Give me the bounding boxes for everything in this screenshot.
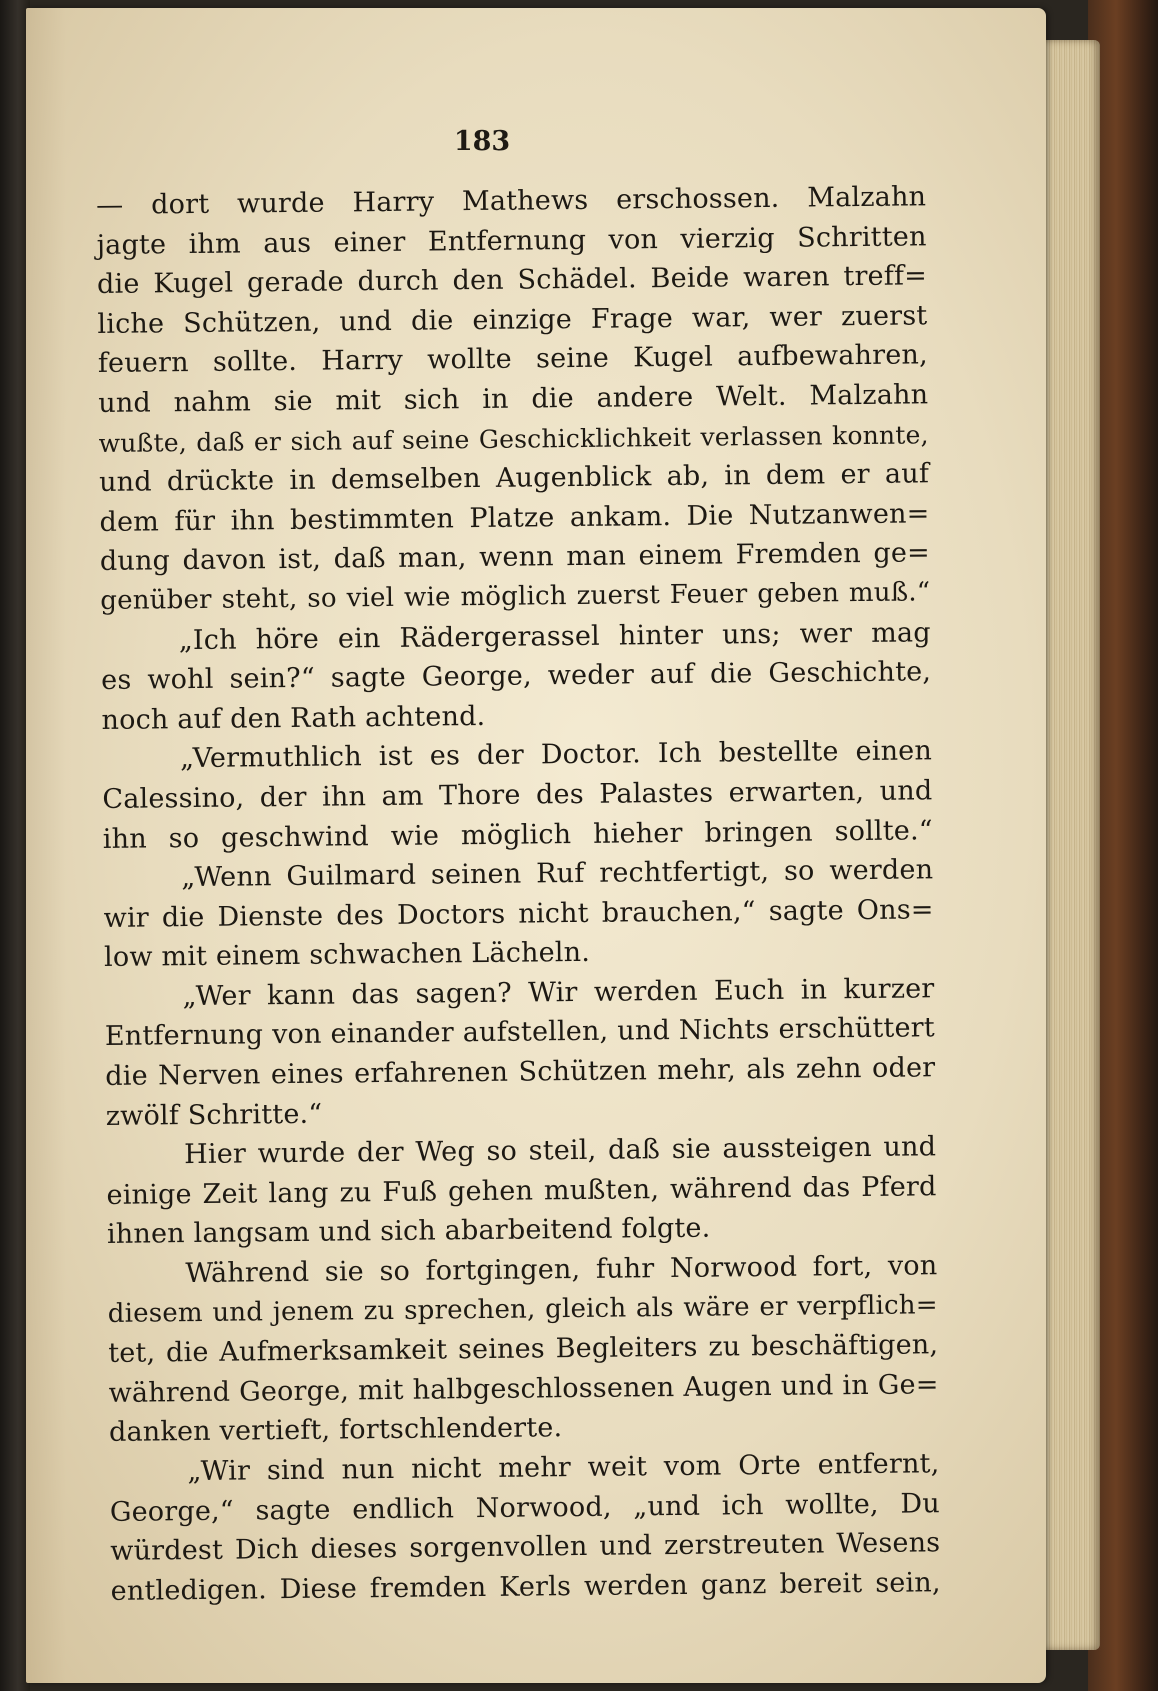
text-line: dung davon ist, daß man, wenn man einem Fremden ge=: [99, 537, 931, 578]
body-text: [96, 177, 941, 1611]
text-line: „Wir sind nun nicht mehr weit vom Orte entfernt,: [187, 1448, 940, 1488]
text-line: die Nerven eines erfahrenen Schützen mehr, als zehn oder: [105, 1052, 936, 1093]
text-line: diesem und jenem zu sprechen, gleich als wäre er verpflich=: [107, 1289, 938, 1329]
text-line: entledigen. Diese fremden Kerls werden ganz bereit sein,: [110, 1567, 941, 1607]
text-line: noch auf den Rath achtend.: [101, 700, 486, 736]
text-line: „Ich höre ein Rädergerassel hinter uns; wer mag: [178, 616, 931, 656]
text-line: zwölf Schritte.“: [105, 1098, 323, 1132]
text-line: und drückte in demselben Augenblick ab, in dem er auf: [98, 458, 930, 499]
text-line: „Vermuthlich ist es der Doctor. Ich bestellte einen: [179, 735, 933, 775]
text-line: wußte, daß er sich auf seine Geschicklichkeit verlassen konnte,: [98, 419, 929, 458]
text-line: ihn so geschwind wie möglich hieher bringen sollte.“: [102, 814, 933, 855]
text-line: low mit einem schwachen Lächeln.: [103, 937, 591, 974]
text-line: würdest Dich dieses sorgenvollen und zerstreuten Wesens: [110, 1527, 941, 1568]
text-line: Hier wurde der Weg so steil, daß sie aussteigen und: [183, 1131, 937, 1171]
text-line: Während sie so fortgingen, fuhr Norwood fort, von: [185, 1250, 938, 1290]
text-line: wir die Dienste des Doctors nicht brauchen,“ sagte Ons=: [103, 893, 934, 934]
text-line: genüber steht, so viel wie möglich zuerst Feuer geben muß.“: [100, 577, 931, 616]
text-line: „Wer kann das sagen? Wir werden Euch in kurzer: [182, 973, 935, 1013]
text-line: George,“ sagte endlich Norwood, „und ich wollte, Du: [109, 1487, 941, 1528]
text-line: einige Zeit lang zu Fuß gehen mußten, während das Pferd: [106, 1171, 937, 1211]
text-line: dem für ihn bestimmten Platze ankam. Die Nutzanwen=: [99, 498, 930, 538]
text-line: während George, mit halbgeschlossenen Augen und in Ge=: [108, 1369, 939, 1409]
text-line: tet, die Aufmerksamkeit seines Begleiters zu beschäftigen,: [108, 1329, 939, 1370]
text-line: und nahm sie mit sich in die andere Welt. Malzahn: [98, 379, 929, 419]
text-line: die Kugel gerade durch den Schädel. Beide waren treff=: [96, 260, 928, 301]
text-line: jagte ihm aus einer Entfernung von vierzig Schritten: [96, 220, 927, 261]
text-line: liche Schützen, und die einzige Frage war, wer zuerst: [97, 300, 928, 340]
text-line: „Wenn Guilmard seinen Ruf rechtfertigt, so werden: [181, 854, 934, 894]
text-line: ihnen langsam und sich abarbeitend folgte.: [106, 1213, 711, 1251]
text-line: es wohl sein?“ sagte George, weder auf die Geschichte,: [101, 656, 932, 697]
text-line: Calessino, der ihn am Thore des Palastes erwarten, und: [102, 775, 933, 815]
text-line: Entfernung von einander aufstellen, und Nichts erschüttert: [104, 1012, 936, 1053]
page-number: 183: [453, 126, 511, 157]
text-line: danken vertieft, fortschlenderte.: [108, 1412, 563, 1449]
text-line: — dort wurde Harry Mathews erschossen. Malzahn: [96, 181, 927, 221]
text-line: feuern sollte. Harry wollte seine Kugel aufbewahren,: [97, 339, 928, 380]
book-page: [26, 8, 1046, 1683]
